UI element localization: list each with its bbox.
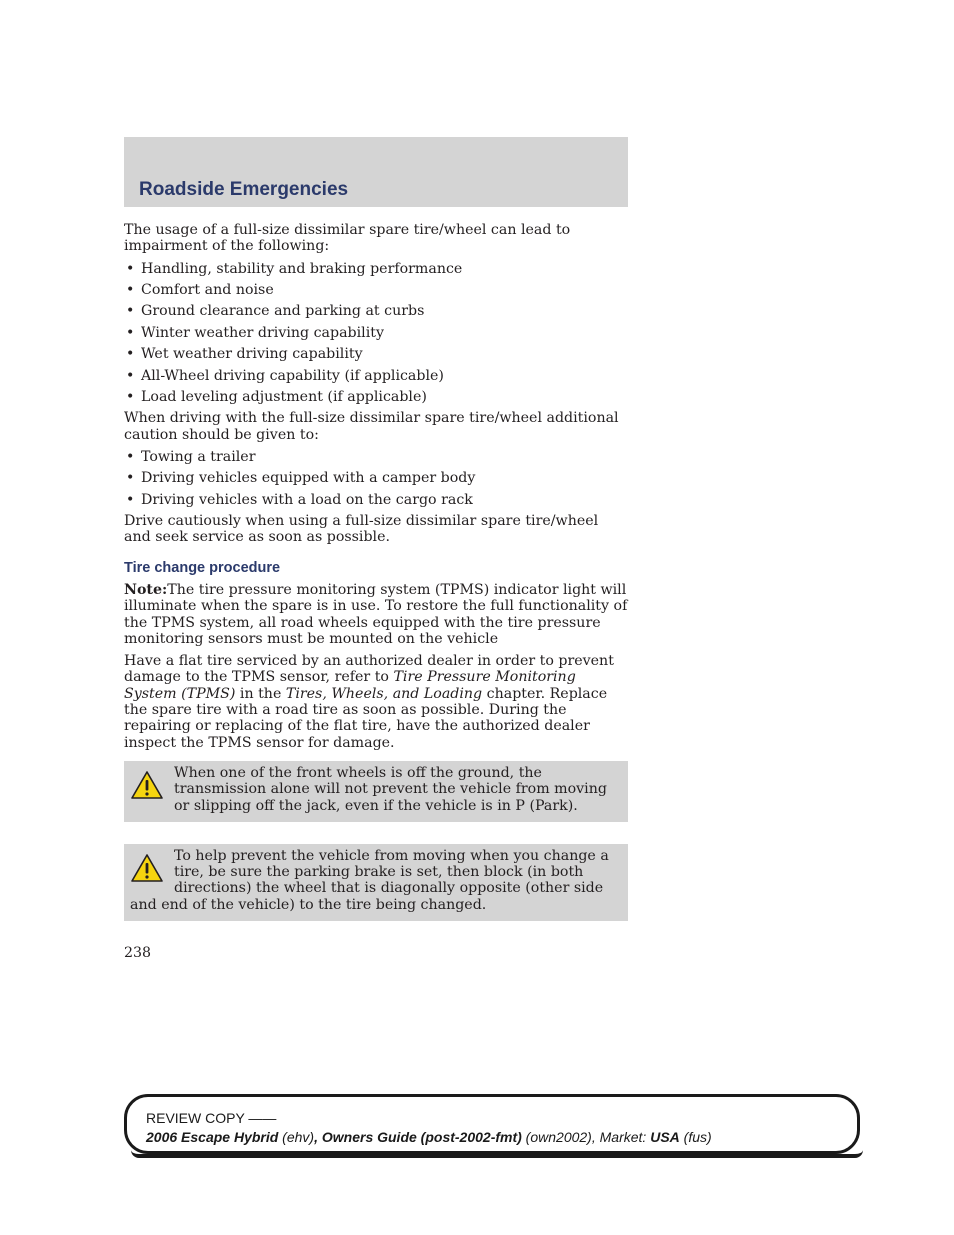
list-item: • All-Wheel driving capability (if applicable)	[124, 368, 628, 384]
guide-code: (own2002)	[521, 1129, 592, 1145]
list-item: • Comfort and noise	[124, 282, 628, 298]
list-item: • Winter weather driving capability	[124, 325, 628, 341]
vehicle-code: (ehv)	[278, 1129, 315, 1145]
caution-intro: When driving with the full-size dissimilar spare tire/wheel additional caution should be given to:	[124, 410, 619, 443]
caution-list	[124, 449, 628, 508]
warning-triangle-icon	[130, 770, 164, 800]
market-label: , Market:	[591, 1129, 651, 1145]
warning-box	[124, 844, 628, 921]
drive-cautiously-paragraph: Drive cautiously when using a full-size dissimilar spare tire/wheel and seek service as soon as possible.	[124, 513, 599, 546]
market-name: USA	[650, 1129, 680, 1145]
page-number: 238	[124, 945, 152, 962]
review-copy-label: REVIEW COPY ——	[146, 1110, 277, 1126]
guide-name: Owners Guide (post-2002-fmt)	[321, 1129, 522, 1145]
section-title: Roadside Emergencies	[139, 179, 349, 200]
note-label: Note:	[124, 581, 168, 598]
service-paragraph	[124, 653, 628, 751]
list-item: • Wet weather driving capability	[124, 346, 628, 362]
list-item: • Load leveling adjustment (if applicable)	[124, 389, 628, 405]
page-content	[124, 222, 628, 961]
review-copy-footer	[124, 1094, 860, 1154]
publication-info	[146, 1128, 857, 1147]
note-paragraph	[124, 582, 628, 647]
section-header-band	[124, 137, 628, 207]
warning-box	[124, 761, 628, 822]
list-item: • Ground clearance and parking at curbs	[124, 303, 628, 319]
list-item: • Driving vehicles equipped with a camper body	[124, 470, 628, 486]
intro-paragraph: The usage of a full-size dissimilar spare tire/wheel can lead to impairment of the following:	[124, 222, 571, 255]
note-text: The tire pressure monitoring system (TPMS) indicator light will illuminate when the spare is in use. To restore the full functionality of the TPMS system, all road wheels equipped with the tire pressure monitoring sensors must be mounted on the vehicle	[124, 581, 628, 647]
service-text: in the	[235, 685, 286, 702]
list-item: • Towing a trailer	[124, 449, 628, 465]
warning-text: When one of the front wheels is off the ground, the transmission alone will not prevent the vehicle from moving or slipping off the jack, even if the vehicle is in P (Park).	[174, 764, 607, 814]
market-code: (fus)	[679, 1129, 712, 1145]
impairment-list	[124, 261, 628, 406]
list-item: • Handling, stability and braking performance	[124, 261, 628, 277]
separator: ,	[314, 1129, 322, 1145]
service-text: chapter. Replace the spare tire with a road tire as soon as possible. During the repairing or replacing of the flat tire, have the authorized dealer inspect the TPMS sensor for damage.	[124, 685, 608, 751]
tire-change-heading: Tire change procedure	[124, 559, 281, 576]
warning-text: To help prevent the vehicle from moving when you change a tire, be sure the parking brake is set, then block (in both directions) the wheel that is diagonally opposite (other side and end of the vehicle) to the tire being changed.	[130, 847, 609, 913]
chapter-reference: Tires, Wheels, and Loading	[285, 685, 483, 702]
tpms-reference: Tire Pressure Monitoring System (TPMS)	[124, 669, 576, 702]
list-item: • Driving vehicles with a load on the cargo rack	[124, 492, 628, 508]
vehicle-model: 2006 Escape Hybrid	[146, 1129, 279, 1145]
service-text: Have a flat tire serviced by an authorized dealer in order to prevent damage to the TPMS sensor, refer to	[124, 653, 614, 686]
warning-triangle-icon	[130, 853, 164, 883]
